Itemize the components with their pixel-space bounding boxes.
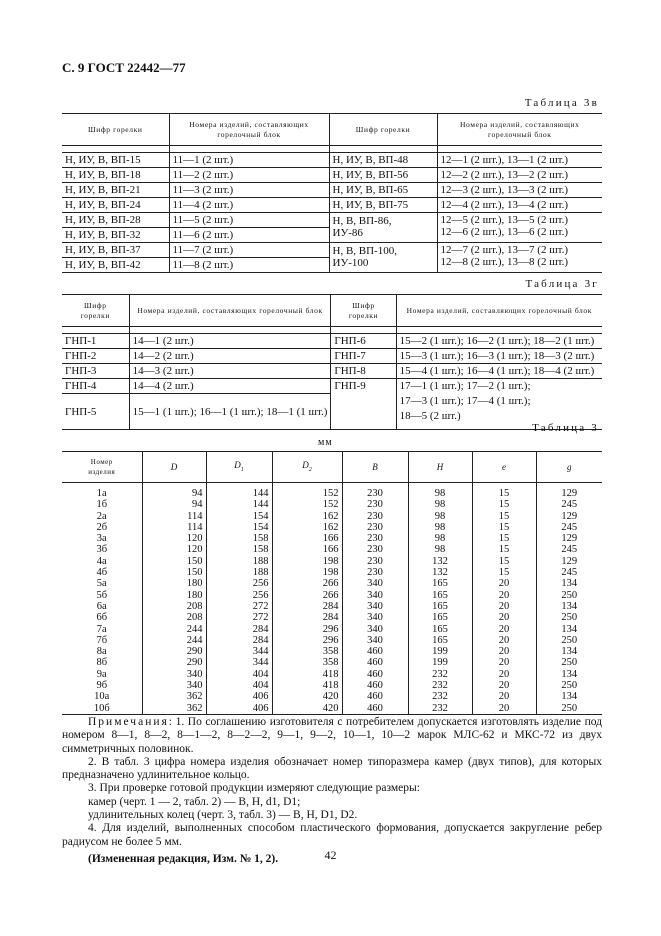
table-cell: 20 bbox=[472, 578, 536, 589]
table-cell: 272 bbox=[206, 612, 272, 623]
table-cell: 3а bbox=[96, 533, 107, 545]
table-cell: 7б bbox=[96, 634, 108, 646]
table-cell: 20 bbox=[472, 590, 536, 601]
table-cell: 20 bbox=[472, 635, 536, 646]
table-row bbox=[62, 499, 602, 510]
table-cell: 266 bbox=[272, 590, 342, 601]
table-cell: 460 bbox=[342, 691, 408, 702]
table-cell: 245 bbox=[536, 544, 602, 555]
table-cell: 165 bbox=[408, 578, 472, 589]
table-cell: 20 bbox=[472, 612, 536, 623]
table-cell: 144 bbox=[206, 499, 272, 510]
table-row bbox=[62, 646, 602, 657]
table-cell: 284 bbox=[272, 612, 342, 623]
table-cell: 460 bbox=[342, 646, 408, 657]
table-cell: 199 bbox=[408, 657, 472, 668]
table-cell: 418 bbox=[272, 669, 342, 680]
table-3 bbox=[62, 451, 602, 715]
table-cell: 166 bbox=[272, 544, 342, 555]
table-cell: 418 bbox=[272, 680, 342, 691]
note-3b: удлинительных колец (черт. 3, табл. 3) — B, H, D1, D2. bbox=[88, 809, 358, 822]
table-cell: 20 bbox=[472, 646, 536, 657]
table-cell: 20 bbox=[472, 601, 536, 612]
table-cell: 232 bbox=[408, 703, 472, 715]
th-items-right: Номера изделий, составляющих горелочный блок bbox=[437, 114, 602, 146]
note-3a: камер (черт. 1 — 2, табл. 2) — B, H, d1, D1; bbox=[88, 795, 301, 808]
table-cell: 129 bbox=[536, 511, 602, 522]
table-row bbox=[62, 483, 602, 500]
table-cell: 150 bbox=[142, 556, 206, 567]
table-cell: 230 bbox=[342, 567, 408, 578]
table-cell: 340 bbox=[342, 590, 408, 601]
table-cell: 132 bbox=[408, 567, 472, 578]
table-cell: 20 bbox=[472, 680, 536, 691]
table-cell: 245 bbox=[536, 567, 602, 578]
table-cell: 460 bbox=[342, 657, 408, 668]
table-cell: 340 bbox=[142, 669, 206, 680]
table-cell: 199 bbox=[408, 646, 472, 657]
table-cell: 166 bbox=[272, 533, 342, 544]
table-row: Н, ИУ, В, ВП-32 11—6 (2 шт.) bbox=[62, 228, 602, 243]
table-cell: 1б bbox=[96, 499, 108, 511]
table-3v-caption: Таблица 3в bbox=[524, 97, 599, 109]
table-cell: 266 bbox=[272, 578, 342, 589]
th-B: B bbox=[342, 452, 408, 483]
table-row bbox=[62, 578, 602, 589]
table-cell: 20 bbox=[472, 703, 536, 715]
th-D: D bbox=[142, 452, 206, 483]
table-cell: 344 bbox=[206, 646, 272, 657]
table-row: Н, ИУ, В, ВП-37 11—7 (2 шт.) Н, В, ВП-100, ИУ-100 12—7 (2 шт.), 13—7 (2 шт.) 12—8 (2 шт.), 13—8 (2 шт.) bbox=[62, 243, 602, 258]
th-burner-right: Шифр горелки bbox=[331, 295, 396, 327]
table-cell: 2а bbox=[96, 510, 107, 522]
table-cell: 188 bbox=[206, 567, 272, 578]
th-burner-left: Шифр горелки bbox=[62, 114, 169, 146]
table-cell: 250 bbox=[536, 635, 602, 646]
th-items-left: Номера изделий, составляющих горелочный блок bbox=[169, 114, 329, 146]
table-cell: 158 bbox=[206, 544, 272, 555]
note-4: 4. Для изделий, выполненных способом пластического формования, допускается закругление ребер радиусом не более 5 мм. bbox=[62, 822, 602, 848]
table-cell: 232 bbox=[408, 669, 472, 680]
table-cell: 250 bbox=[536, 657, 602, 668]
table-cell: 284 bbox=[272, 601, 342, 612]
table-cell: 8б bbox=[96, 657, 108, 669]
table-cell: 406 bbox=[206, 691, 272, 702]
revision-note: (Измененная редакция, Изм. № 1, 2). bbox=[88, 852, 279, 865]
th-D1: $D_1$ bbox=[206, 452, 272, 483]
table-cell: 5а bbox=[96, 578, 107, 590]
table-cell: 198 bbox=[272, 556, 342, 567]
notes bbox=[62, 716, 602, 866]
table-row: ГНП-5 15—1 (1 шт.); 16—1 (1 шт.); 18—1 (1 шт.) bbox=[62, 394, 602, 430]
table-3-body bbox=[62, 483, 602, 715]
table-cell: 340 bbox=[142, 680, 206, 691]
table-row bbox=[62, 533, 602, 544]
table-cell: 420 bbox=[272, 703, 342, 715]
table-cell: 15 bbox=[472, 556, 536, 567]
table-cell: 340 bbox=[342, 578, 408, 589]
table-cell: 284 bbox=[206, 635, 272, 646]
table-cell: 180 bbox=[142, 578, 206, 589]
table-3v bbox=[62, 113, 602, 273]
table-cell: 165 bbox=[408, 612, 472, 623]
table-cell: 15 bbox=[472, 511, 536, 522]
table-cell: 230 bbox=[342, 522, 408, 533]
table-cell: 134 bbox=[536, 669, 602, 680]
table-cell: 154 bbox=[206, 511, 272, 522]
note-3: 3. При проверке готовой продукции измеряют следующие размеры: bbox=[88, 782, 420, 795]
table-row bbox=[62, 511, 602, 522]
table-row: Н, ИУ, В, ВП-28 11—5 (2 шт.) Н, В, ВП-86, ИУ-86 12—5 (2 шт.), 13—5 (2 шт.) 12—6 (2 шт.), 13—6 (2 шт.) bbox=[62, 213, 602, 228]
table-cell: 296 bbox=[272, 635, 342, 646]
table-cell: 406 bbox=[206, 703, 272, 715]
table-row: Н, ИУ, В, ВП-18 11—2 (2 шт.) Н, ИУ, В, ВП-56 12—2 (2 шт.), 13—2 (2 шт.) bbox=[62, 168, 602, 183]
table-3-caption: Таблица 3 bbox=[532, 422, 599, 434]
table-cell: 230 bbox=[342, 483, 408, 500]
table-cell: 250 bbox=[536, 590, 602, 601]
table-row bbox=[62, 544, 602, 555]
table-row bbox=[62, 657, 602, 668]
table-cell: 129 bbox=[536, 556, 602, 567]
table-cell: 120 bbox=[142, 544, 206, 555]
table-cell: 230 bbox=[342, 533, 408, 544]
table-cell: 152 bbox=[272, 499, 342, 510]
table-cell: 15 bbox=[472, 533, 536, 544]
table-cell: 358 bbox=[272, 646, 342, 657]
table-cell: 10б bbox=[62, 703, 142, 715]
table-cell: 284 bbox=[206, 624, 272, 635]
table-row bbox=[62, 612, 602, 623]
table-cell: 158 bbox=[206, 533, 272, 544]
table-cell: 114 bbox=[142, 511, 206, 522]
table-cell: 134 bbox=[536, 624, 602, 635]
table-cell: 98 bbox=[408, 483, 472, 500]
table-cell: 460 bbox=[342, 680, 408, 691]
table-cell: 232 bbox=[408, 691, 472, 702]
table-cell: 10а bbox=[94, 691, 110, 703]
table-cell: 20 bbox=[472, 669, 536, 680]
table-cell: 15 bbox=[472, 567, 536, 578]
table-cell: 94 bbox=[142, 483, 206, 500]
table-cell: 114 bbox=[142, 522, 206, 533]
table-3g-caption: Таблица 3г bbox=[525, 278, 599, 290]
table-cell: 165 bbox=[408, 624, 472, 635]
th-g: g bbox=[536, 452, 602, 483]
table-cell: 165 bbox=[408, 601, 472, 612]
table-cell: 15 bbox=[472, 544, 536, 555]
table-cell: 1а bbox=[96, 488, 107, 499]
table-row: ГНП-2 14—2 (2 шт.) ГНП-7 15—3 (1 шт.); 16—3 (1 шт.); 18—3 (2 шт.) bbox=[62, 349, 602, 364]
table-cell: 290 bbox=[142, 657, 206, 668]
table-cell: 4а bbox=[96, 555, 107, 567]
table-cell: 344 bbox=[206, 657, 272, 668]
table-row: ГНП-3 14—3 (2 шт.) ГНП-8 15—4 (1 шт.); 16—4 (1 шт.); 18—4 (2 шт.) bbox=[62, 364, 602, 379]
table-cell: 296 bbox=[272, 624, 342, 635]
unit-label: мм bbox=[318, 437, 333, 448]
table-row bbox=[62, 635, 602, 646]
table-cell: 230 bbox=[342, 556, 408, 567]
table-cell: 362 bbox=[142, 703, 206, 715]
table-cell: 98 bbox=[408, 544, 472, 555]
table-row bbox=[62, 522, 602, 533]
table-cell: 256 bbox=[206, 590, 272, 601]
table-cell: 152 bbox=[272, 483, 342, 500]
table-cell: 6а bbox=[96, 600, 107, 612]
table-cell: 3б bbox=[96, 544, 108, 556]
table-cell: 230 bbox=[342, 544, 408, 555]
table-cell: 256 bbox=[206, 578, 272, 589]
table-row: Н, ИУ, В, ВП-15 11—1 (2 шт.) Н, ИУ, В, ВП-48 12—1 (2 шт.), 13—1 (2 шт.) bbox=[62, 153, 602, 168]
table-cell: 245 bbox=[536, 522, 602, 533]
table-cell: 188 bbox=[206, 556, 272, 567]
table-cell: 7а bbox=[96, 623, 107, 635]
table-cell: 98 bbox=[408, 522, 472, 533]
table-cell: 250 bbox=[536, 703, 602, 715]
document-header: С. 9 ГОСТ 22442—77 bbox=[62, 60, 186, 75]
table-cell: 340 bbox=[342, 612, 408, 623]
table-cell: 230 bbox=[342, 499, 408, 510]
table-row bbox=[62, 703, 602, 715]
table-cell: 162 bbox=[272, 511, 342, 522]
table-cell: 180 bbox=[142, 590, 206, 601]
table-cell: 129 bbox=[536, 533, 602, 544]
table-cell: 232 bbox=[408, 680, 472, 691]
table-row bbox=[62, 601, 602, 612]
table-row: ГНП-4 14—4 (2 шт.) ГНП-9 17—1 (1 шт.); 17—2 (1 шт.); 17—3 (1 шт.); 17—4 (1 шт.); 18—5 (2 шт.) bbox=[62, 379, 602, 394]
table-cell: 98 bbox=[408, 499, 472, 510]
note-1: Примечания: 1. По соглашению изготовителя с потребителем допускается изготовлять изделие под номером 8—1, 8—2, 8—1—2, 8—2—2, 9—1, 9—2, 10—1, 10—2 марок МЛС-62 и МКС-72 из двух симметричных половинок. bbox=[62, 716, 602, 755]
th-burner-right: Шифр горелки bbox=[329, 114, 437, 146]
table-cell: 358 bbox=[272, 657, 342, 668]
th-H: H bbox=[408, 452, 472, 483]
th-items-right: Номера изделий, составляющих горелочный блок bbox=[396, 295, 602, 327]
th-burner-left: Шифр горелки bbox=[62, 295, 129, 327]
th-e: e bbox=[472, 452, 536, 483]
table-row bbox=[62, 556, 602, 567]
table-cell: 134 bbox=[536, 601, 602, 612]
th-D2: $D_2$ bbox=[272, 452, 342, 483]
table-cell: 98 bbox=[408, 511, 472, 522]
table-cell: 244 bbox=[142, 624, 206, 635]
table-cell: 250 bbox=[536, 612, 602, 623]
table-row: ГНП-1 14—1 (2 шт.) ГНП-6 15—2 (1 шт.); 16—2 (1 шт.); 18—2 (1 шт.) bbox=[62, 334, 602, 349]
table-cell: 340 bbox=[342, 601, 408, 612]
table-cell: 9а bbox=[96, 668, 107, 680]
table-cell: 460 bbox=[342, 703, 408, 715]
table-row: Н, ИУ, В, ВП-24 11—4 (2 шт.) Н, ИУ, В, ВП-75 12—4 (2 шт.), 13—4 (2 шт.) bbox=[62, 198, 602, 213]
table-cell: 340 bbox=[342, 635, 408, 646]
table-cell: 150 bbox=[142, 567, 206, 578]
table-cell: 132 bbox=[408, 556, 472, 567]
table-cell: 208 bbox=[142, 601, 206, 612]
table-cell: 20 bbox=[472, 691, 536, 702]
table-cell: 120 bbox=[142, 533, 206, 544]
table-cell: 340 bbox=[342, 624, 408, 635]
table-row bbox=[62, 624, 602, 635]
table-cell: 129 bbox=[536, 483, 602, 500]
table-cell: 165 bbox=[408, 635, 472, 646]
table-cell: 244 bbox=[142, 635, 206, 646]
table-cell: 162 bbox=[272, 522, 342, 533]
table-cell: 420 bbox=[272, 691, 342, 702]
table-cell: 134 bbox=[536, 646, 602, 657]
table-cell: 15 bbox=[472, 483, 536, 500]
note-2: 2. В табл. 3 цифра номера изделия обозначает номер типоразмера камер (двух типов), для которых предназначено удлинительное кольцо. bbox=[62, 755, 602, 782]
table-cell: 20 bbox=[472, 624, 536, 635]
table-cell: 272 bbox=[206, 601, 272, 612]
table-cell: 250 bbox=[536, 680, 602, 691]
table-cell: 404 bbox=[206, 669, 272, 680]
table-cell: 208 bbox=[142, 612, 206, 623]
table-cell: 290 bbox=[142, 646, 206, 657]
table-row bbox=[62, 680, 602, 691]
table-cell: 460 bbox=[342, 669, 408, 680]
table-cell: 230 bbox=[342, 511, 408, 522]
table-cell: 5б bbox=[96, 589, 108, 601]
table-cell: 362 bbox=[142, 691, 206, 702]
table-cell: 94 bbox=[142, 499, 206, 510]
table-cell: 4б bbox=[96, 567, 108, 579]
table-cell: 134 bbox=[536, 578, 602, 589]
table-row: Н, ИУ, В, ВП-21 11—3 (2 шт.) Н, ИУ, В, ВП-65 12—3 (2 шт.), 13—3 (2 шт.) bbox=[62, 183, 602, 198]
table-cell: 154 bbox=[206, 522, 272, 533]
table-cell: 6б bbox=[96, 612, 108, 624]
table-cell: 8а bbox=[96, 646, 107, 658]
th-items-left: Номера изделий, составляющих горелочный блок bbox=[129, 295, 331, 327]
table-row bbox=[62, 669, 602, 680]
table-row: Н, ИУ, В, ВП-42 11—8 (2 шт.) bbox=[62, 258, 602, 273]
table-cell: 15 bbox=[472, 522, 536, 533]
table-cell: 198 bbox=[272, 567, 342, 578]
table-cell: 15 bbox=[472, 499, 536, 510]
table-cell: 404 bbox=[206, 680, 272, 691]
table-cell: 98 bbox=[408, 533, 472, 544]
th-item-number: Номер изделия bbox=[62, 452, 142, 483]
table-row bbox=[62, 590, 602, 601]
table-cell: 20 bbox=[472, 657, 536, 668]
table-cell: 245 bbox=[536, 499, 602, 510]
table-cell: 165 bbox=[408, 590, 472, 601]
table-row bbox=[62, 691, 602, 702]
page-number: 42 bbox=[324, 848, 337, 862]
table-row bbox=[62, 567, 602, 578]
table-3g bbox=[62, 294, 602, 430]
table-cell: 2б bbox=[96, 521, 108, 533]
table-cell: 144 bbox=[206, 483, 272, 500]
table-cell: 9б bbox=[96, 680, 108, 692]
table-cell: 134 bbox=[536, 691, 602, 702]
